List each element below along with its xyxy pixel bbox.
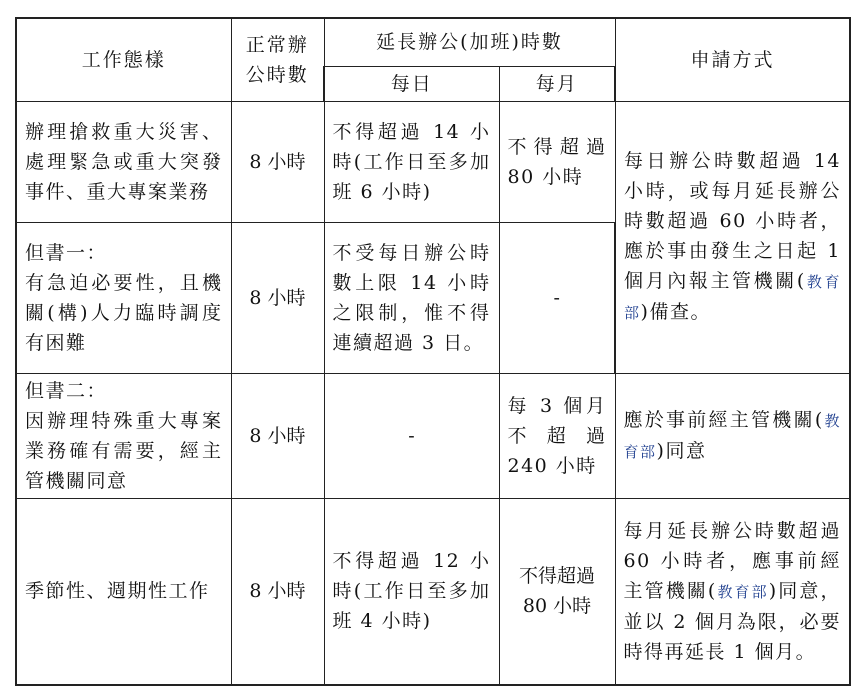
daily-limit-cell: 不受每日辦公時數上限 14 小時之限制，惟不得連續超過 3 日。 [324, 222, 499, 373]
header-extended-hours: 延長辦公(加班)時數 [324, 18, 615, 66]
table-row [16, 498, 850, 685]
monthly-limit-cell: - [499, 222, 615, 373]
agency-name: 教育部 [716, 582, 769, 601]
normal-hours-cell: 8 小時 [231, 101, 324, 222]
header-application-method: 申請方式 [615, 18, 850, 101]
daily-limit-cell: 不得超過 14 小時(工作日至多加班 6 小時) [324, 101, 499, 222]
apply-text: 每月延長辦公時數超過 60 小時者，應事前經主管機關( [623, 519, 842, 602]
apply-text: 每日辦公時數超過 14 小時，或每月延長辦公時數超過 60 小時者，應於事由發生之日起 1 個月內報主管機關( [624, 150, 842, 292]
work-type-cell: 辦理搶救重大災害、處理緊急或重大突發事件、重大專案業務 [16, 101, 231, 222]
work-type-cell: 季節性、週期性工作 [16, 498, 231, 685]
agency-name: 教育部 [623, 411, 842, 461]
proviso-title: 但書一： [25, 241, 108, 264]
apply-text: 應於事前經主管機關( [623, 408, 824, 431]
monthly-limit-cell: 每 3 個月不超過 240 小時 [499, 373, 615, 498]
daily-limit-cell: - [324, 373, 499, 498]
proviso-text: 因辦理特殊重大專案業務確有需要，經主管機關同意 [25, 409, 223, 492]
header-normal-hours: 正常辦公時數 [231, 18, 324, 101]
proviso-text: 有急迫必要性，且機關(構)人力臨時調度有困難 [25, 271, 223, 354]
normal-hours-cell: 8 小時 [231, 222, 324, 373]
monthly-limit-cell: 不得超過 80 小時 [499, 101, 615, 222]
proviso-title: 但書二： [25, 379, 108, 402]
apply-text: )同意，並以 2 個月為限，必要時得再延長 1 個月。 [623, 579, 842, 663]
overtime-rules-table [15, 17, 851, 686]
header-monthly: 每月 [499, 66, 615, 101]
agency-name: 教育部 [624, 273, 841, 322]
application-method-cell [615, 498, 850, 685]
application-method-cell [615, 101, 850, 373]
header-work-type: 工作態樣 [16, 18, 231, 101]
header-daily: 每日 [324, 66, 499, 101]
apply-text: )同意 [656, 439, 707, 462]
daily-limit-cell: 不得超過 12 小時(工作日至多加班 4 小時) [324, 498, 499, 685]
monthly-limit-cell: 不得超過 80 小時 [499, 498, 615, 685]
normal-hours-cell: 8 小時 [231, 373, 324, 498]
work-type-cell [16, 222, 231, 373]
normal-hours-cell: 8 小時 [231, 498, 324, 685]
work-type-cell [16, 373, 231, 498]
application-method-cell [615, 373, 850, 498]
apply-text: )備查。 [640, 301, 711, 323]
table-row [16, 101, 850, 222]
table-row [16, 373, 850, 498]
